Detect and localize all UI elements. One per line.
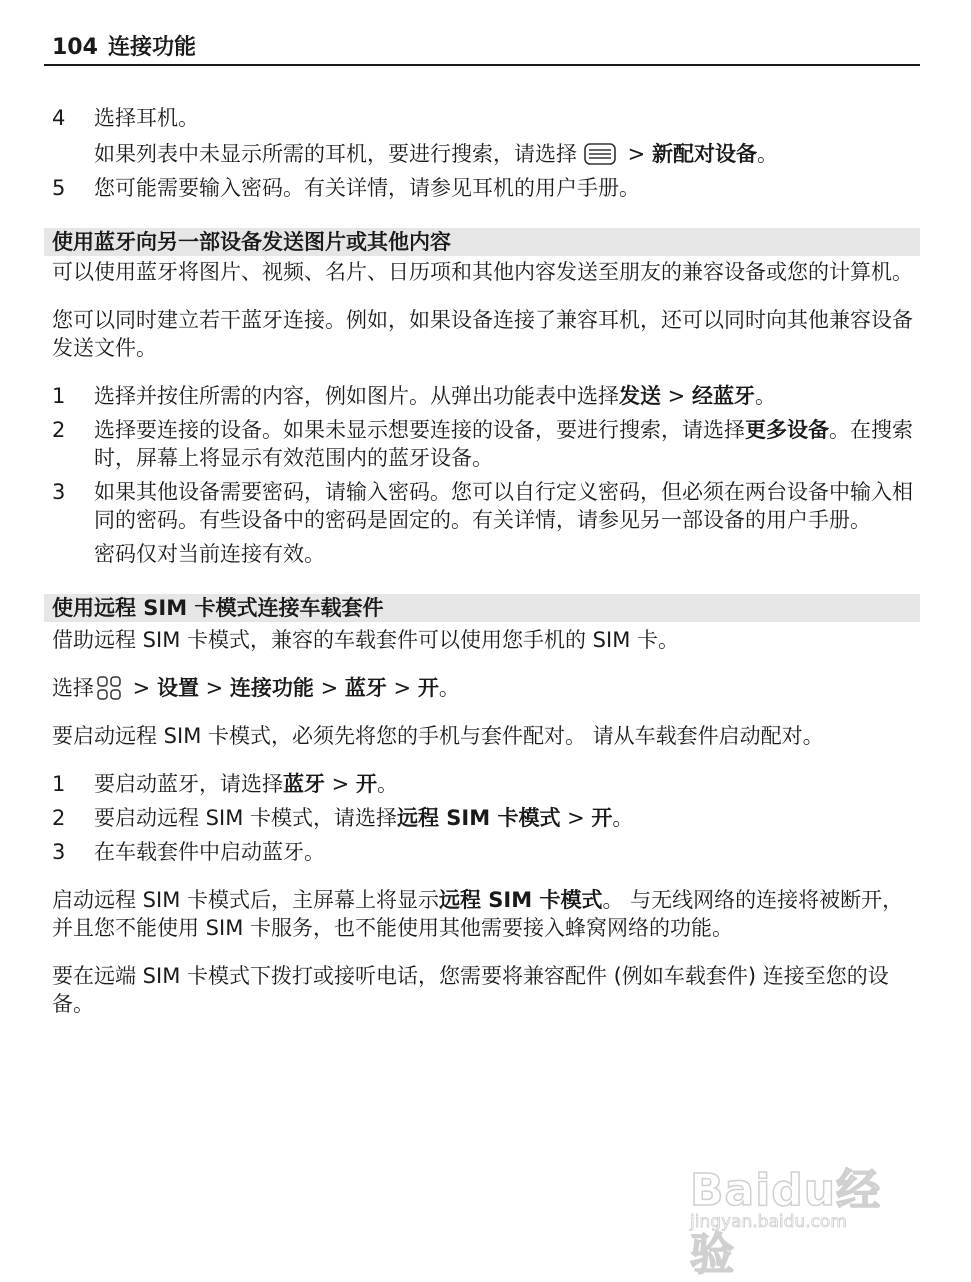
punct: 。 — [438, 676, 460, 700]
list-item-send-step-1 — [52, 382, 920, 410]
remote-sim-mode-option: 远程 SIM 卡模式 — [397, 806, 561, 830]
page-content — [52, 104, 920, 1018]
para-text-end: 。 与无线网络的连接将被断开，并且您不能使用 SIM 卡服务，也不能使用其他需要接入蜂窝网络的功能。 — [52, 888, 904, 940]
list-item-sim-step-3 — [52, 838, 920, 866]
watermark-url: jingyan.baidu.com — [690, 1212, 847, 1232]
on-option: 开 — [417, 676, 439, 700]
send-option: 发送 — [619, 384, 661, 408]
send-intro-1: 可以使用蓝牙将图片、视频、名片、日历项和其他内容发送至朋友的兼容设备或您的计算机。 — [52, 260, 913, 284]
step-number: 4 — [52, 106, 66, 130]
note-text: 密码仅对当前连接有效。 — [94, 542, 325, 566]
page-number: 104 — [52, 35, 98, 60]
path-separator: > — [386, 676, 418, 700]
step-number: 2 — [52, 806, 66, 830]
step-number: 3 — [52, 480, 66, 504]
step-text: 要启动远程 SIM 卡模式，请选择 — [94, 806, 397, 830]
new-paired-device-option: 新配对设备 — [651, 142, 757, 166]
step-text: 您可能需要输入密码。有关详情，请参见耳机的用户手册。 — [94, 176, 640, 200]
list-item-sim-step-1 — [52, 770, 920, 798]
chapter-title: 连接功能 — [108, 35, 197, 60]
on-option: 开 — [591, 806, 613, 830]
sim-after-paragraph — [52, 886, 920, 942]
sim-last-paragraph: 要在远端 SIM 卡模式下拨打或接听电话，您需要将兼容配件 (例如车载套件) 连接至您的设备。 — [52, 964, 889, 1016]
step-4-subnote — [52, 140, 920, 168]
more-devices-option: 更多设备 — [745, 418, 829, 442]
sim-intro-2: 要启动远程 SIM 卡模式，必须先将您的手机与套件配对。 请从车载套件启动配对。 — [52, 724, 824, 748]
sim-intro-1: 借助远程 SIM 卡模式，兼容的车载套件可以使用您手机的 SIM 卡。 — [52, 628, 679, 652]
send-intro-2: 您可以同时建立若干蓝牙连接。例如，如果设备连接了兼容耳机，还可以同时向其他兼容设备发送文件。 — [52, 308, 913, 360]
list-item-send-step-2 — [52, 416, 920, 472]
path-separator: > — [313, 676, 345, 700]
step-number: 2 — [52, 418, 66, 442]
punct: 。 — [612, 806, 634, 830]
via-bluetooth-option: 经蓝牙 — [691, 384, 755, 408]
section-title-remote-sim: 使用远程 SIM 卡模式连接车载套件 — [44, 594, 920, 622]
step-text: 在车载套件中启动蓝牙。 — [94, 840, 325, 864]
step-text: 选择耳机。 — [94, 106, 199, 130]
apps-grid-icon — [96, 675, 122, 701]
remote-sim-mode-indicator: 远程 SIM 卡模式 — [439, 888, 603, 912]
list-item-step-4 — [52, 104, 920, 132]
path-separator: > — [621, 142, 652, 166]
baidu-watermark — [690, 1136, 920, 1280]
punct: 。 — [754, 384, 776, 408]
bluetooth-option: 蓝牙 — [283, 772, 325, 796]
path-separator: > — [126, 676, 157, 700]
step-number: 1 — [52, 384, 66, 408]
watermark-brand: Baidu经验 — [690, 1165, 882, 1280]
punct: 。 — [376, 772, 398, 796]
path-separator: > — [661, 384, 692, 408]
subnote-text: 如果列表中未显示所需的耳机，要进行搜索，请选择 — [94, 142, 577, 166]
path-separator: > — [198, 676, 230, 700]
step-number: 3 — [52, 840, 66, 864]
connectivity-option: 连接功能 — [229, 676, 314, 700]
settings-path — [52, 674, 920, 702]
step-text: 选择并按住所需的内容，例如图片。从弹出功能表中选择 — [94, 384, 619, 408]
punct: 。 — [756, 142, 778, 166]
step-number: 1 — [52, 772, 66, 796]
step-text: 如果其他设备需要密码，请输入密码。您可以自行定义密码，但必须在两台设备中输入相同的密码。有些设备中的密码是固定的。有关详情，请参见另一部设备的用户手册。 — [94, 480, 913, 532]
section-title-send: 使用蓝牙向另一部设备发送图片或其他内容 — [44, 228, 920, 256]
path-prefix: 选择 — [52, 676, 94, 700]
path-separator: > — [325, 772, 356, 796]
on-option: 开 — [355, 772, 377, 796]
step-text-end: 。在搜索时，屏幕上将显示有效范围内的蓝牙设备。 — [94, 418, 913, 470]
list-item-step-5 — [52, 174, 920, 202]
path-separator: > — [560, 806, 592, 830]
list-item-send-step-3 — [52, 478, 920, 534]
page-header — [44, 34, 920, 66]
step-number: 5 — [52, 176, 66, 200]
para-text: 启动远程 SIM 卡模式后，主屏幕上将显示 — [52, 888, 439, 912]
send-step-3-note — [52, 540, 920, 568]
list-item-sim-step-2 — [52, 804, 920, 832]
bluetooth-option: 蓝牙 — [344, 676, 387, 700]
step-text: 要启动蓝牙，请选择 — [94, 772, 283, 796]
settings-option: 设置 — [156, 676, 199, 700]
step-text: 选择要连接的设备。如果未显示想要连接的设备，要进行搜索，请选择 — [94, 418, 745, 442]
menu-icon — [583, 143, 617, 165]
